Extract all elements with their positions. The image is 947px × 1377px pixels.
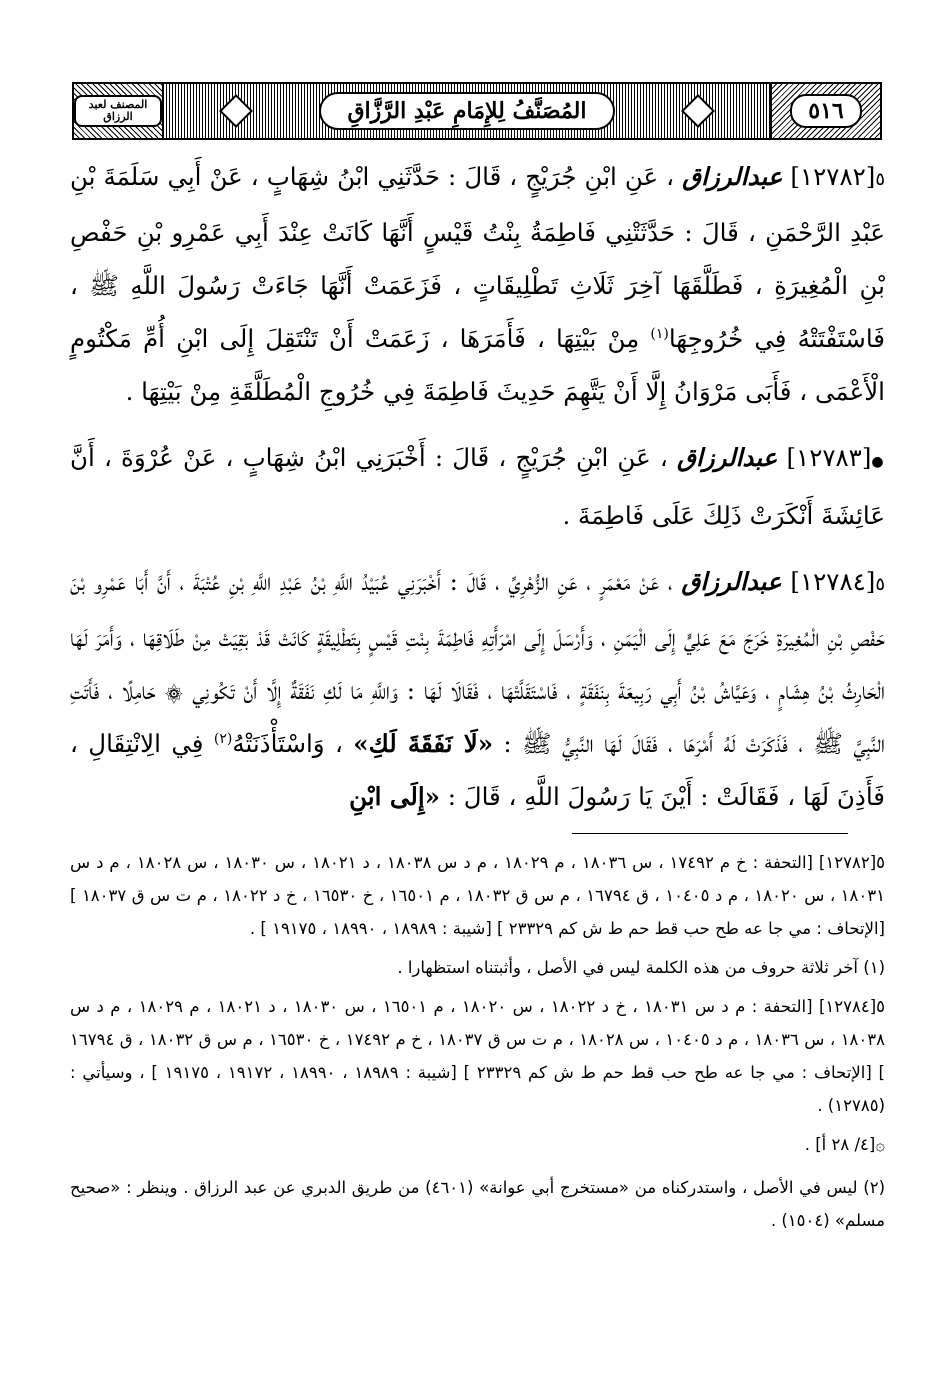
hadith-text-continued: مِنْ بَيْتِهَا ، فَأَمَرَهَا ، زَعَمَتْ أَنْ تَنْتَقِلَ إِلَى ابْنِ أُمِّ مَكْتُومٍ الْأَعْمَى ، فَأَبَى مَرْوَانُ إِلَّا أَنْ يَتَّهِمَ حَدِيثَ فَاطِمَةَ فِي خُرُوجِ الْمُطَلَّقَةِ مِنْ بَيْتِهَا . <box>70 324 885 406</box>
hadith-number: [١٢٧٨٤] <box>790 567 876 596</box>
narrator-name: عبدالرزاق <box>681 567 782 596</box>
footnote-2 <box>70 1171 885 1237</box>
footnote-text: [١٢٧٨٤] [التحفة : م د س ١٨٠٣١ ، خ د ١٨٠٢٢ ، س ١٨٠٢٠ ، م ١٦٥٠١ ، س ١٨٠٣٠ ، د ١٨٠٢١ ، م ١٨٠٢٩ ، م د س ١٨٠٣٨ ، س ١٨٠٣٦ ، م د ١٠٤٠٥ ، س ١٨٠٢٨ ، م ت س ق ١٨٠٣٧ ، خ م ١٧٤٩٢ ، خ ١٦٥٣٠ ، م س ق ١٨٠٣٢ ، ق ١٦٧٩٤ ] [الإتحاف : مي جا عه طح حب قط حم ط ش كم ٢٣٣٢٩ ] [شيبة : ١٨٩٨٩ ، ١٨٩٩٠ ، ١٩١٧٢ ، ١٩١٧٥ ] ، وسيأتي : (١٢٧٨٥) . <box>70 997 885 1115</box>
footnote-takhrij-12784 <box>70 990 885 1122</box>
narrator-name: عبدالرزاق <box>682 162 783 191</box>
hadith-text-continued: حَامِلًا ، فَأَتَتِ النَّبِيَّ ﷺ ، فَذَكَرَتْ لَهُ أَمْرَهَا ، فَقَالَ لَهَا النَّبِيُّ ﷺ : <box>70 676 885 758</box>
prophet-quote: «لَا نَفَقَةَ لَكِ» <box>353 729 494 758</box>
hadith-12782 <box>70 150 885 418</box>
footnote-folio <box>70 1128 885 1161</box>
hadith-text: ، عَنِ ابْنِ جُرَيْجٍ ، قَالَ : حَدَّثَنِي ابْنُ شِهَابٍ ، عَنْ أَبِي سَلَمَةَ بْنِ عَبْدِ الرَّحْمَنِ ، قَالَ : حَدَّثَتْنِي فَاطِمَةُ بِنْتُ قَيْسٍ أَنَّهَا كَانَتْ عِنْدَ أَبِي عَمْرِو بْنِ حَفْصِ بْنِ الْمُغِيرَةِ ، فَطَلَّقَهَا آخِرَ ثَلَاثِ تَطْلِيقَاتٍ ، فَزَعَمَتْ أَنَّهَا جَاءَتْ رَسُولَ اللَّهِ ﷺ ، فَاسْتَفْتَتْهُ فِي خُرُوجِهَا <box>70 162 885 353</box>
page-number-box <box>770 84 880 138</box>
ornament-right-icon <box>681 94 715 128</box>
hadith-number: [١٢٧٨٢] <box>790 162 876 191</box>
book-title: المُصَنَّفُ لِلإِمَامِ عَبْدِ الرَّزَّاقِ <box>319 92 614 130</box>
footnote-text: (٢) ليس في الأصل ، واستدركناه من «مستخرج أبي عوانة» (٤٦٠١) من طريق الدبري عن عبد الرزاق . وينظر : «صحيح مسلم» (١٥٠٤) . <box>70 1178 885 1230</box>
hadith-12784 <box>70 555 885 823</box>
emblem-text: المصنف لعبد الرزاق <box>74 95 162 127</box>
folio-mark-icon: ۞ <box>875 1135 885 1154</box>
hadith-marker: ٥ <box>875 574 885 595</box>
ornament-left-icon <box>219 94 253 128</box>
footnote-marker: ٥ <box>876 853 885 872</box>
page-header <box>72 82 882 140</box>
narrator-name: عبدالرزاق <box>676 443 778 472</box>
hadith-number: [١٢٧٨٣] <box>786 443 872 472</box>
footnote-1 <box>70 951 885 984</box>
footnote-text: [١٢٧٨٢] [التحفة : خ م ١٧٤٩٢ ، س ١٨٠٣٦ ، م ١٨٠٢٩ ، م د س ١٨٠٣٨ ، د ١٨٠٢١ ، س ١٨٠٣٠ ، س ١٨٠٢٨ ، م د س ١٨٠٣١ ، س ١٨٠٢٠ ، م د ١٠٤٠٥ ، ق ١٦٧٩٤ ، م س ق ١٨٠٣٢ ، م ١٦٥٠١ ، خ ١٦٥٣٠ ، خ د ١٨٠٢٢ ، م ت س ق ١٨٠٣٧ ] [الإتحاف : مي جا عه طح حب قط حم ط ش كم ٢٣٣٢٩ ] [شيبة : ١٨٩٨٩ ، ١٨٩٩٠ ، ١٩١٧٥ ] . <box>70 853 885 938</box>
footnote-marker: ٥ <box>876 997 886 1016</box>
prophet-quote: «إِلَى ابْنِ <box>349 782 440 811</box>
main-text <box>70 150 885 836</box>
footnote-ref: (٢) <box>213 730 233 747</box>
hadith-text: ، عَنْ مَعْمَرٍ ، عَنِ الزُّهْرِيِّ ، قَالَ : أَخْبَرَنِي عُبَيْدُ اللَّهِ بْنُ عَبْدِ اللَّهِ بْنِ عُتْبَةَ ، أَنَّ أَبَا عَمْرِو بْنَ حَفْصِ بْنِ الْمُغِيرَةِ خَرَجَ مَعَ عَلِيٍّ إِلَى الْيَمَنِ ، وَأَرْسَلَ إِلَى امْرَأَتِهِ فَاطِمَةَ بِنْتِ قَيْسٍ بِتَطْلِيقَةٍ كَانَتْ قَدْ بَقِيَتْ مِنْ طَلَاقِهَا ، وَأَمَرَ لَهَا الْحَارِثُ بْنُ هِشَامٍ ، وَعَيَّاشُ بْنُ أَبِي رَبِيعَةَ بِنَفَقَةٍ ، فَاسْتَقَلَّتْهَا ، فَقَالَا لَهَا : وَاللَّهِ مَا لَكِ نَفَقَةٌ إِلَّا أَنْ تَكُونِي <box>70 567 885 705</box>
hadith-marker: ● <box>871 454 885 470</box>
book-emblem <box>74 84 164 138</box>
footnotes <box>70 846 885 1243</box>
footnote-text: (١) آخر ثلاثة حروف من هذه الكلمة ليس في الأصل ، وأثبتناه استظهارا . <box>397 958 885 977</box>
hadith-text-continued: ، وَاسْتَأْذَنَتْهُ <box>232 729 343 758</box>
footnote-ref: (١) <box>650 325 669 342</box>
page-number: ٥١٦ <box>790 94 861 128</box>
folio-mark-icon: ۞ <box>164 676 184 705</box>
header-ornament <box>164 84 770 138</box>
hadith-marker: ٥ <box>875 169 886 190</box>
hadith-text-continued: فِي الِانْتِقَالِ ، فَأَذِنَ لَهَا ، فَقَالَتْ : أَيْنَ يَا رَسُولَ اللَّهِ ، قَالَ : <box>70 729 885 811</box>
footnote-text: [٤/ ٢٨ أ] . <box>804 1135 876 1154</box>
hadith-12783 <box>70 431 885 542</box>
hadith-text: ، عَنِ ابْنِ جُرَيْجٍ ، قَالَ : أَخْبَرَنِي ابْنُ شِهَابٍ ، عَنْ عُرْوَةَ ، أَنَّ عَائِشَةَ أَنْكَرَتْ ذَلِكَ عَلَى فَاطِمَةَ . <box>70 443 885 530</box>
footnote-divider <box>572 833 848 834</box>
footnote-takhrij-12782 <box>70 846 885 945</box>
